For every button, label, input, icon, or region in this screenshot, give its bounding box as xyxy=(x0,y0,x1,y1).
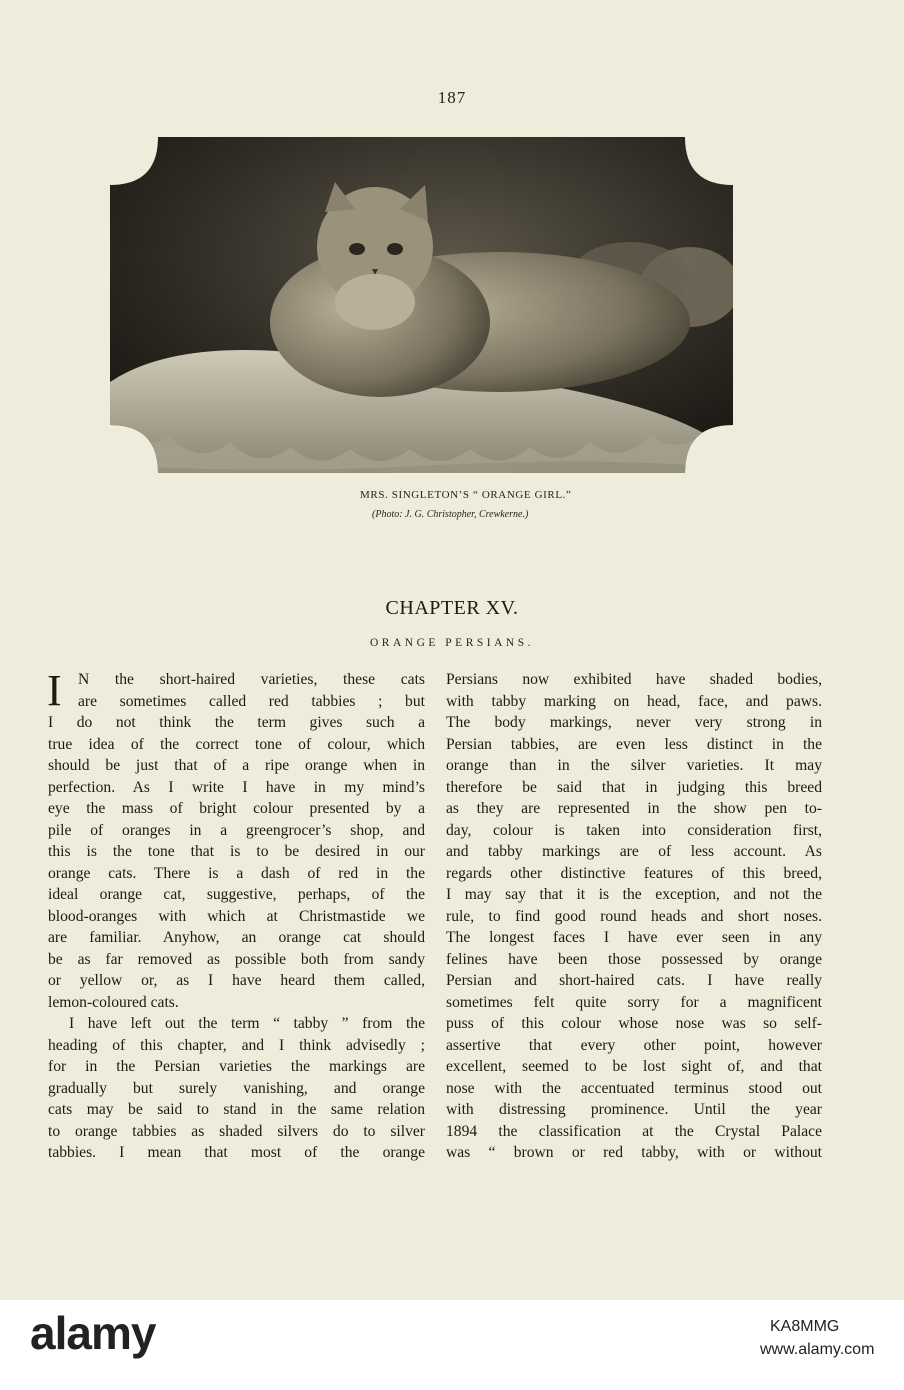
text-line: or yellow or, as I have heard them called, xyxy=(48,972,425,989)
chapter-heading: CHAPTER XV. xyxy=(385,597,519,619)
text-line: was “ brown or red tabby, with or without xyxy=(446,1144,822,1161)
text-line: felines have been those possessed by orange xyxy=(446,950,822,968)
photo-image xyxy=(110,137,733,473)
text-line: excellent, seemed to be lost sight of, and that xyxy=(446,1058,822,1075)
drop-cap: I xyxy=(47,666,62,715)
text-line: The longest faces I have ever seen in any xyxy=(446,929,822,946)
text-line: are sometimes called red tabbies ; but xyxy=(78,692,425,710)
text-line: regards other distinctive features of this breed, xyxy=(446,864,822,882)
text-line: should be just that of a ripe orange when in xyxy=(48,757,425,774)
text-line: orange cats. There is a dash of red in the xyxy=(48,864,425,882)
image-id: KA8MMG xyxy=(770,1318,840,1335)
text-line: I have left out the term “ tabby ” from the xyxy=(69,1015,425,1032)
text-line: with tabby marking on head, face, and paws. xyxy=(446,692,822,710)
text-line: eye the mass of bright colour presented by a xyxy=(48,800,425,817)
text-line: to orange tabbies as shaded silvers do to silver xyxy=(48,1122,425,1140)
text-line: tabbies. I mean that most of the orange xyxy=(48,1144,425,1161)
text-line: orange than in the silver varieties. It may xyxy=(446,757,822,774)
text-line: pile of oranges in a greengrocer’s shop, and xyxy=(48,821,425,839)
text-line: therefore be said that in judging this breed xyxy=(446,778,822,796)
text-line: cats may be said to stand in the same relation xyxy=(48,1101,425,1118)
photo-caption: MRS. SINGLETON’S “ ORANGE GIRL.” xyxy=(360,489,572,501)
text-line: Persian and short-haired cats. I have really xyxy=(446,972,822,989)
right-text-column xyxy=(446,669,822,1164)
text-line: ideal orange cat, suggestive, perhaps, of the xyxy=(48,886,425,903)
section-heading: ORANGE PERSIANS. xyxy=(370,637,534,649)
text-line: perfection. As I write I have in my mind’s xyxy=(48,778,425,796)
footer-url: www.alamy.com xyxy=(760,1341,875,1358)
text-line: true idea of the correct tone of colour, which xyxy=(48,735,425,753)
left-text-column xyxy=(47,666,425,1164)
text-line: with distressing prominence. Until the year xyxy=(446,1101,822,1118)
text-line: Persian tabbies, are even less distinct in the xyxy=(446,735,822,753)
text-line: N the short-haired varieties, these cats xyxy=(78,671,425,688)
text-line: Persians now exhibited have shaded bodies, xyxy=(446,671,822,688)
page-number: 187 xyxy=(437,88,467,107)
text-line: for in the Persian varieties the markings are xyxy=(48,1058,425,1075)
text-line: I may say that it is the exception, and not the xyxy=(446,886,822,903)
text-line: I do not think the term gives such a xyxy=(48,714,425,731)
text-line: nose with the accentuated terminus stood out xyxy=(446,1079,822,1097)
text-line: puss of this colour whose nose was so self- xyxy=(446,1015,822,1032)
text-line: 1894 the classification at the Crystal Palace xyxy=(446,1122,822,1140)
text-line: be as far removed as possible both from sandy xyxy=(48,950,425,968)
alamy-logo: alamy xyxy=(30,1307,156,1359)
text-line: heading of this chapter, and I think advisedly ; xyxy=(48,1036,425,1054)
text-line: as they are represented in the show pen to- xyxy=(446,800,822,817)
text-line: are familiar. Anyhow, an orange cat should xyxy=(48,929,425,946)
text-line: sometimes felt quite sorry for a magnificent xyxy=(446,993,822,1011)
text-line: lemon-coloured cats. xyxy=(48,993,179,1011)
text-line: and tabby markings are of less account. As xyxy=(446,843,822,860)
text-line: The body markings, never very strong in xyxy=(446,714,822,731)
photo-credit: (Photo: J. G. Christopher, Crewkerne.) xyxy=(372,509,529,520)
text-line: this is the tone that is to be desired in our xyxy=(48,843,425,860)
text-line: gradually but surely vanishing, and orange xyxy=(48,1079,425,1097)
text-line: blood-oranges with which at Christmastide we xyxy=(48,907,425,925)
text-line: assertive that every other point, however xyxy=(446,1036,822,1054)
text-line: day, colour is taken into consideration first, xyxy=(446,821,822,839)
cat-photograph xyxy=(110,137,733,473)
text-line: rule, to find good round heads and short noses. xyxy=(446,907,822,925)
